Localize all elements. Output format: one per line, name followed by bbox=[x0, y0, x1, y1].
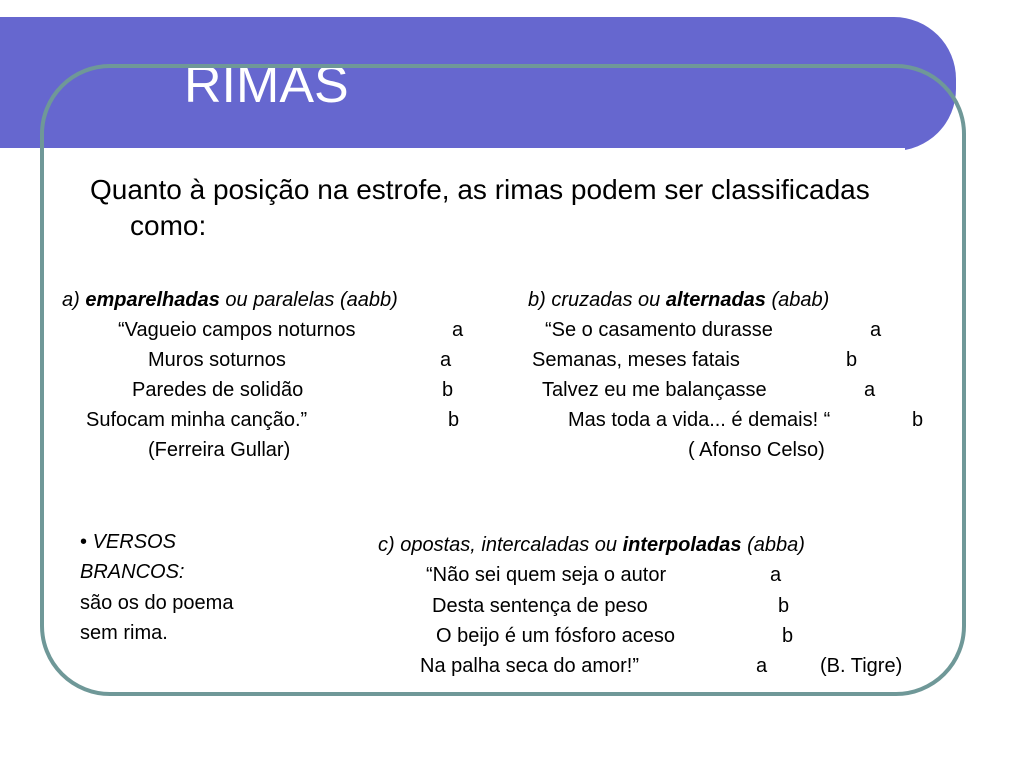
section-c-rhyme-3: b bbox=[782, 625, 794, 647]
section-a-heading bbox=[62, 285, 398, 315]
section-b-rhyme-3: a bbox=[864, 379, 876, 401]
section-c-rhyme-1: a bbox=[770, 564, 782, 586]
section-b-rhyme-1: a bbox=[870, 319, 882, 341]
section-b-suffix: (abab) bbox=[765, 289, 830, 311]
section-a-rhyme-1: a bbox=[452, 319, 464, 341]
versos-brancos-body-2: sem rima. bbox=[80, 622, 168, 644]
section-c-verse-4: Na palha seca do amor!” bbox=[420, 655, 640, 677]
section-c-author: (B. Tigre) bbox=[820, 655, 903, 677]
intro-text: Quanto à posição na estrofe, as rimas podem ser classificadas como: bbox=[90, 174, 870, 241]
section-a-suffix: ou paralelas (aabb) bbox=[219, 289, 398, 311]
section-a-verse-2: Muros soturnos bbox=[148, 349, 286, 371]
section-a-author: (Ferreira Gullar) bbox=[148, 439, 291, 461]
section-b-author: ( Afonso Celso) bbox=[688, 439, 825, 461]
section-b-prefix: b) cruzadas ou bbox=[528, 289, 666, 311]
section-c-term: interpoladas bbox=[622, 534, 742, 556]
bullet: • bbox=[80, 531, 88, 553]
section-c-suffix: (abba) bbox=[741, 534, 805, 556]
versos-brancos-body-1: são os do poema bbox=[80, 592, 234, 614]
section-c-rhyme-4: a bbox=[756, 655, 768, 677]
section-b-rhyme-2: b bbox=[846, 349, 858, 371]
section-b-verse-4: Mas toda a vida... é demais! “ bbox=[568, 409, 831, 431]
section-c-heading bbox=[378, 530, 805, 560]
section-b-verse-3: Talvez eu me balançasse bbox=[542, 379, 767, 401]
versos-brancos-heading-2 bbox=[80, 557, 184, 587]
section-a-term: emparelhadas bbox=[85, 289, 220, 311]
section-a-prefix: a) bbox=[62, 289, 86, 311]
slide-title: RIMAS bbox=[184, 56, 349, 114]
section-a-verse-1: “Vagueio campos noturnos bbox=[118, 319, 356, 341]
versos-brancos-heading-text-2: BRANCOS: bbox=[80, 561, 185, 583]
section-a-rhyme-4: b bbox=[448, 409, 460, 431]
section-a-verse-3: Paredes de solidão bbox=[132, 379, 304, 401]
section-b-verse-1: “Se o casamento durasse bbox=[545, 319, 773, 341]
section-b-heading bbox=[528, 285, 829, 315]
section-c-prefix: c) opostas, intercaladas ou bbox=[378, 534, 623, 556]
versos-brancos-heading-text: VERSOS bbox=[92, 531, 176, 553]
section-b-rhyme-4: b bbox=[912, 409, 924, 431]
section-c-verse-2: Desta sentença de peso bbox=[432, 595, 648, 617]
section-c-verse-3: O beijo é um fósforo aceso bbox=[436, 625, 676, 647]
versos-brancos-heading-1 bbox=[80, 527, 176, 557]
section-a-rhyme-2: a bbox=[440, 349, 452, 371]
section-b-term: alternadas bbox=[665, 289, 766, 311]
section-b-verse-2: Semanas, meses fatais bbox=[532, 349, 740, 371]
section-c-verse-1: “Não sei quem seja o autor bbox=[426, 564, 667, 586]
section-a-rhyme-3: b bbox=[442, 379, 454, 401]
section-a-verse-4: Sufocam minha canção.” bbox=[86, 409, 308, 431]
section-c-rhyme-2: b bbox=[778, 595, 790, 617]
